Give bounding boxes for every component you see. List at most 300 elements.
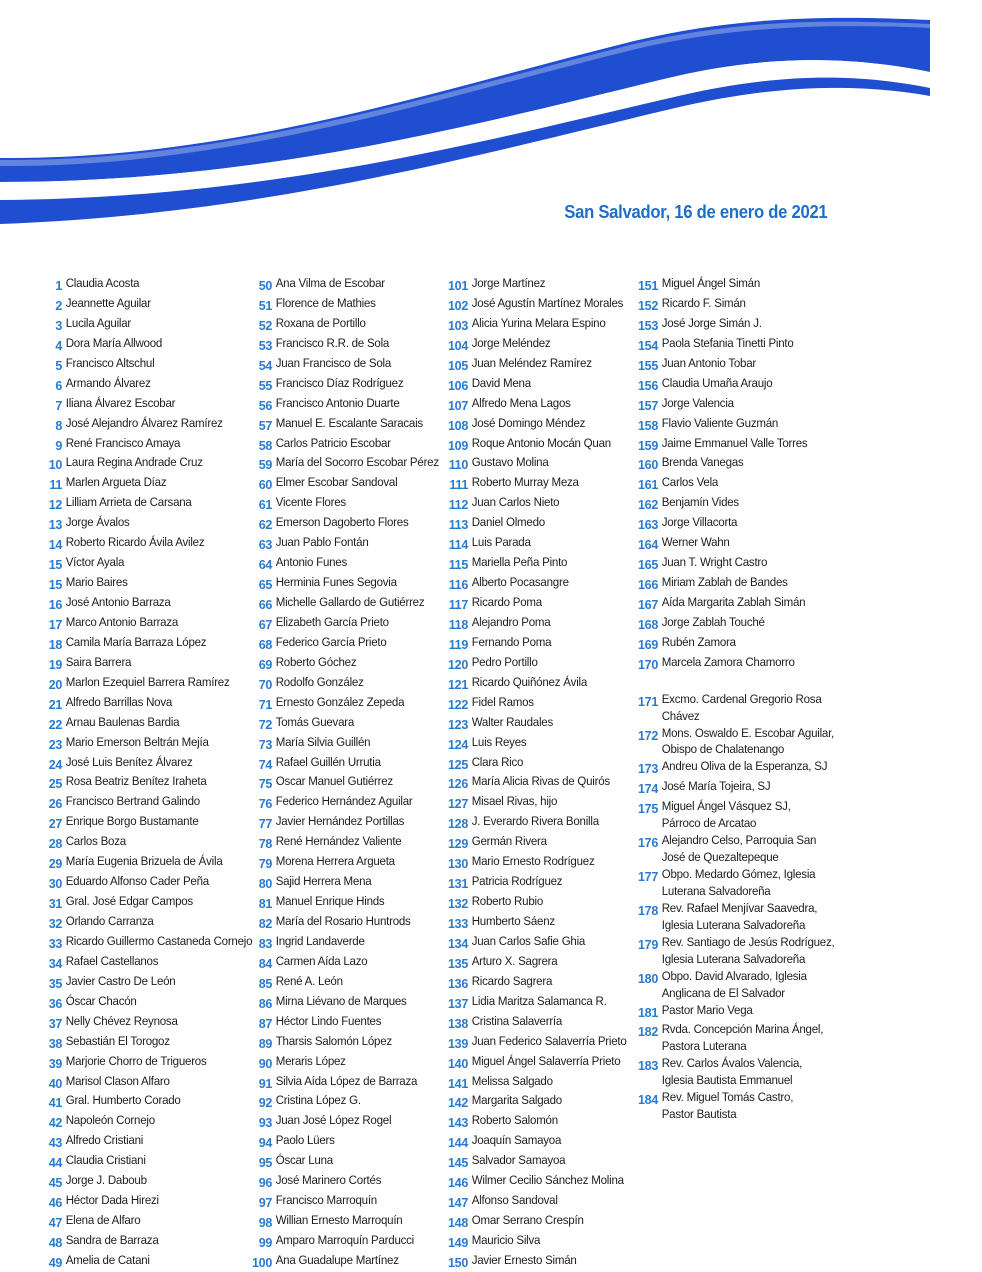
- signatory-entry: [438, 634, 639, 654]
- signatory-number: 117: [448, 598, 468, 612]
- signatory-number: 156: [638, 378, 658, 393]
- signatory-entry: [30, 694, 267, 714]
- signatory-entry: [438, 1212, 639, 1232]
- signatory-number: 154: [638, 338, 658, 353]
- signatory-number: 122: [448, 697, 468, 712]
- signatory-number: 7: [55, 398, 62, 413]
- signatory-number: 127: [448, 797, 468, 812]
- signatory-entry: [438, 913, 639, 933]
- signatory-name: Florence de Mathies: [275, 295, 376, 310]
- signatory-number: 57: [258, 418, 272, 433]
- signatory-name: Francisco Marroquín: [275, 1193, 377, 1208]
- signatory-number: 175: [638, 802, 658, 817]
- signatory-entry: [240, 1033, 451, 1053]
- signatory-name: Clara Rico: [471, 754, 524, 769]
- signatory-entry: [240, 1252, 451, 1272]
- signatory-entry: [240, 594, 451, 614]
- signatory-name: Alejandro Poma: [471, 614, 551, 629]
- signatory-number: 43: [48, 1136, 62, 1151]
- signatory-entry: [438, 1152, 639, 1172]
- signatory-entry: [438, 1033, 639, 1053]
- signatory-entry: [626, 375, 848, 395]
- signatory-entry: [626, 315, 848, 335]
- signatory-name: Misael Rivas, hijo: [471, 794, 558, 809]
- signatory-entry: [30, 714, 267, 734]
- signatory-name: René Francisco Amaya: [65, 435, 181, 450]
- signatory-name: Humberto Sáenz: [471, 914, 555, 928]
- signatory-name: Francisco Díaz Rodríguez: [275, 375, 404, 390]
- signatory-number: 75: [258, 777, 272, 792]
- signatory-entry: [438, 953, 639, 973]
- signatory-entry: [30, 734, 267, 754]
- signatory-entry: [240, 275, 451, 295]
- signatory-entry: [30, 1192, 267, 1212]
- signatory-number: 148: [448, 1216, 468, 1231]
- signatory-name: Andreu Oliva de la Esperanza, SJ: [661, 759, 828, 774]
- signatory-name: Rev. Rafael Menjívar Saavedra, Iglesia Luterana Salvadoreña: [661, 900, 818, 932]
- signatory-entry: [30, 275, 267, 295]
- signatory-number: 102: [448, 298, 468, 313]
- signatory-number: 36: [48, 996, 62, 1011]
- signatory-name: J. Everardo Rivera Bonilla: [471, 814, 599, 829]
- signatory-name: Claudia Acosta: [65, 276, 140, 290]
- signatory-entry: [438, 714, 639, 734]
- signatory-entry: [240, 1092, 451, 1112]
- signatory-name: Carlos Boza: [65, 834, 126, 849]
- signatory-number: 115: [448, 558, 468, 573]
- signatory-entry: [30, 1172, 267, 1192]
- signatory-name: Gral. Humberto Corado: [65, 1093, 181, 1108]
- signatory-name: Ana Vilma de Escobar: [275, 276, 385, 290]
- signatory-name: Camila María Barraza López: [65, 634, 207, 649]
- signatory-number: 100: [252, 1255, 272, 1270]
- signatory-entry: [240, 953, 451, 973]
- signatory-entry: [30, 395, 267, 415]
- signatory-entry: [30, 1092, 267, 1112]
- signatory-name: Arturo X. Sagrera: [471, 953, 558, 968]
- signatory-entry: [240, 474, 451, 494]
- signatory-name: Alejandro Celso, Parroquia San José de Quezaltepeque: [661, 833, 817, 865]
- signatory-name: Mauricio Silva: [471, 1233, 541, 1247]
- signatory-name: Federico García Prieto: [275, 634, 387, 649]
- signatory-number: 18: [48, 637, 62, 652]
- signatory-number: 77: [258, 817, 272, 832]
- signatory-number: 180: [638, 971, 658, 986]
- signatory-entry: [438, 833, 639, 853]
- signatory-number: 113: [448, 518, 468, 533]
- signatory-number: 56: [258, 398, 272, 413]
- signatory-name: Roque Antonio Mocán Quan: [471, 435, 611, 450]
- signatory-entry: [626, 691, 848, 725]
- signatory-name: Armando Álvarez: [65, 375, 151, 390]
- signatory-number: 82: [258, 917, 272, 931]
- signatory-name: Miriam Zablah de Bandes: [661, 575, 788, 590]
- signatory-entry: [240, 873, 451, 893]
- signatory-entry: [30, 554, 267, 574]
- signatory-number: 157: [638, 398, 658, 413]
- signatory-entry: [626, 1021, 848, 1055]
- signatory-name: Claudia Cristiani: [65, 1153, 146, 1168]
- signatory-name: Laura Regina Andrade Cruz: [65, 455, 203, 470]
- signatory-entry: [626, 494, 848, 514]
- signatory-name: Ana Guadalupe Martínez: [275, 1252, 399, 1267]
- signatory-entry: [30, 773, 267, 793]
- signatory-entry: [240, 933, 451, 953]
- signatory-number: 5: [55, 358, 62, 373]
- signatory-name: Juan Antonio Tobar: [661, 355, 756, 370]
- signatory-number: 114: [448, 538, 468, 553]
- signatory-name: Arnau Baulenas Bardia: [65, 714, 180, 729]
- signatory-number: 72: [258, 717, 272, 732]
- signatory-entry: [240, 1112, 451, 1132]
- signatory-entry: [438, 873, 639, 893]
- signatory-number: 128: [448, 817, 468, 832]
- signatory-name: René Hernández Valiente: [275, 834, 402, 849]
- signatory-name: José Jorge Simán J.: [661, 315, 762, 330]
- signatory-name: Alfonso Sandoval: [471, 1193, 558, 1208]
- signatory-entry: [240, 754, 451, 774]
- signatory-entry: [626, 335, 848, 355]
- signatory-entry: [240, 315, 451, 335]
- signatory-entry: [626, 574, 848, 594]
- signatory-entry: [30, 474, 267, 494]
- signatory-entry: [240, 674, 451, 694]
- signatory-number: 59: [258, 458, 272, 473]
- signatory-entry: [240, 375, 451, 395]
- signatory-number: 97: [258, 1196, 272, 1211]
- signatory-entry: [30, 454, 267, 474]
- signatory-name: Fernando Poma: [471, 634, 552, 649]
- signatory-number: 14: [48, 538, 62, 553]
- signatory-name: Willian Ernesto Marroquín: [275, 1213, 403, 1228]
- signatory-number: 64: [258, 558, 272, 573]
- signatory-name: Sajid Herrera Mena: [275, 874, 372, 889]
- signatory-name: José Domingo Méndez: [471, 415, 586, 430]
- signatory-number: 4: [55, 338, 62, 353]
- signatory-name: Napoleón Cornejo: [65, 1113, 155, 1128]
- signatory-number: 3: [55, 318, 62, 333]
- signatory-entry: [438, 1112, 639, 1132]
- signatory-entry: [240, 853, 451, 873]
- signatory-name: Rodolfo González: [275, 674, 364, 689]
- signatory-name: Walter Raudales: [471, 714, 553, 729]
- signatory-number: 47: [48, 1216, 62, 1231]
- signatory-entry: [438, 993, 639, 1013]
- signatory-number: 44: [48, 1156, 62, 1171]
- signatory-number: 159: [638, 438, 658, 453]
- signatory-name: Lilliam Arrieta de Carsana: [65, 495, 192, 510]
- signatory-entry: [240, 1013, 451, 1033]
- signatory-number: 40: [48, 1076, 62, 1091]
- signatory-name: Claudia Umaña Araujo: [661, 375, 773, 390]
- signatory-name: Tharsis Salomón López: [275, 1033, 392, 1048]
- signatory-name: Rev. Carlos Ávalos Valencia, Iglesia Bautista Emmanuel: [661, 1056, 803, 1088]
- signatory-number: 87: [258, 1016, 272, 1031]
- signatory-number: 63: [258, 538, 272, 553]
- signatory-number: 2: [55, 298, 62, 313]
- signatory-number: 42: [48, 1116, 62, 1131]
- signatory-name: José Luis Benítez Álvarez: [65, 754, 193, 769]
- signatory-entry: [240, 1192, 451, 1212]
- signatory-number: 8: [55, 418, 62, 433]
- signatory-name: Saira Barrera: [65, 654, 132, 669]
- signatory-name: Ricardo Poma: [471, 595, 542, 609]
- signatory-number: 107: [448, 398, 468, 413]
- signatory-name: Ernesto González Zepeda: [275, 694, 405, 709]
- signatory-entry: [438, 654, 639, 674]
- signatory-number: 174: [638, 782, 658, 797]
- signatory-name: Omar Serrano Crespín: [471, 1213, 584, 1228]
- signatory-name: Cristina López G.: [275, 1093, 361, 1108]
- signatory-name: Elena de Alfaro: [65, 1213, 141, 1228]
- signatory-entry: [30, 674, 267, 694]
- signatory-entry: [626, 832, 848, 866]
- signatory-entry: [30, 1112, 267, 1132]
- signatory-name: Federico Hernández Aguilar: [275, 794, 413, 809]
- signatory-name: Jeannette Aguilar: [65, 295, 151, 310]
- signatory-number: 33: [48, 936, 62, 951]
- signatory-number: 183: [638, 1059, 658, 1074]
- signatory-entry: [240, 574, 451, 594]
- signatory-number: 158: [638, 418, 658, 433]
- signatory-name: David Mena: [471, 375, 531, 390]
- signatory-entry: [438, 494, 639, 514]
- signatory-entry: [626, 594, 848, 614]
- signatory-number: 146: [448, 1176, 468, 1191]
- signatory-name: Ricardo F. Simán: [661, 295, 746, 310]
- signatory-name: José María Tojeira, SJ: [661, 779, 771, 794]
- signatory-number: 105: [448, 358, 468, 373]
- signatory-name: Gustavo Molina: [471, 455, 549, 470]
- signatories-column-4: [626, 275, 848, 1123]
- signatory-number: 109: [448, 438, 468, 453]
- signatory-name: Marjorie Chorro de Trigueros: [65, 1053, 207, 1068]
- signatory-entry: [626, 778, 848, 798]
- signatory-name: Lidia Maritza Salamanca R.: [471, 993, 607, 1008]
- signatory-number: 95: [258, 1156, 272, 1171]
- signatory-name: Marlon Ezequiel Barrera Ramírez: [65, 674, 230, 689]
- signatory-entry: [626, 1002, 848, 1022]
- signatory-number: 130: [448, 857, 468, 872]
- signatory-name: Rev. Santiago de Jesús Rodríguez, Iglesia Luterana Salvadoreña: [661, 934, 835, 966]
- signatory-number: 25: [48, 777, 62, 792]
- signatory-name: Alberto Pocasangre: [471, 575, 569, 590]
- signatory-name: Miguel Ángel Simán: [661, 276, 761, 290]
- signatory-entry: [438, 754, 639, 774]
- signatory-name: Oscar Manuel Gutiérrez: [275, 774, 393, 789]
- signatory-name: Víctor Ayala: [65, 555, 125, 570]
- signatory-number: 93: [258, 1116, 272, 1131]
- signatory-entry: [438, 1053, 639, 1073]
- signatory-number: 110: [448, 458, 468, 473]
- signatory-number: 78: [258, 837, 272, 852]
- signatory-entry: [438, 1092, 639, 1112]
- signatory-number: 71: [258, 697, 272, 712]
- signatory-name: José Marinero Cortés: [275, 1173, 382, 1188]
- signatories-column-2: [240, 275, 451, 1272]
- signatory-number: 51: [258, 298, 272, 313]
- signatory-name: María Alicia Rivas de Quirós: [471, 774, 610, 789]
- signatory-number: 170: [638, 657, 658, 672]
- signatory-entry: [626, 758, 848, 778]
- signatory-entry: [438, 355, 639, 375]
- signatory-number: 120: [448, 657, 468, 672]
- signatory-entry: [240, 993, 451, 1013]
- signatory-name: Vicente Flores: [275, 495, 346, 510]
- signatory-entry: [30, 933, 267, 953]
- signatory-number: 11: [49, 478, 62, 493]
- signatory-number: 184: [638, 1093, 658, 1108]
- signatory-entry: [30, 355, 267, 375]
- signatory-name: Luis Reyes: [471, 734, 527, 749]
- signatory-number: 149: [448, 1236, 468, 1250]
- signatory-number: 22: [48, 717, 62, 732]
- signatory-entry: [240, 1053, 451, 1073]
- signatory-entry: [240, 395, 451, 415]
- signatory-name: Werner Wahn: [661, 535, 730, 550]
- signatory-number: 152: [638, 298, 658, 313]
- signatory-name: Obpo. Medardo Gómez, Iglesia Luterana Salvadoreña: [661, 867, 816, 898]
- signatory-number: 139: [448, 1036, 468, 1051]
- signatory-number: 53: [258, 338, 272, 353]
- signatory-name: Cristina Salaverría: [471, 1013, 563, 1028]
- signatory-number: 124: [448, 737, 468, 752]
- signatory-number: 121: [448, 677, 468, 692]
- signatory-name: Jorge Villacorta: [661, 515, 738, 530]
- signatory-name: Paola Stefania Tinetti Pinto: [661, 335, 794, 350]
- signatory-number: 67: [258, 617, 272, 632]
- signatory-name: Rafael Guillén Urrutia: [275, 754, 381, 769]
- signatory-name: Mario Emerson Beltrán Mejía: [65, 734, 209, 749]
- signatory-entry: [240, 1172, 451, 1192]
- signatory-name: Alfredo Cristiani: [65, 1133, 144, 1148]
- signatory-number: 143: [448, 1116, 468, 1131]
- signatory-entry: [240, 973, 451, 993]
- signatory-number: 119: [448, 637, 468, 652]
- signatory-number: 176: [638, 836, 658, 851]
- signatory-entry: [30, 574, 267, 594]
- signatory-name: Salvador Samayoa: [471, 1153, 566, 1168]
- signatory-name: Rafael Castellanos: [65, 953, 159, 968]
- signatory-entry: [240, 1132, 451, 1152]
- signatory-name: Sandra de Barraza: [65, 1233, 159, 1247]
- signatory-number: 61: [258, 498, 272, 513]
- signatory-name: Francisco Altschul: [65, 355, 155, 370]
- signatory-name: Nelly Chévez Reynosa: [65, 1013, 178, 1028]
- signatory-number: 46: [48, 1196, 62, 1211]
- signatory-name: Eduardo Alfonso Cader Peña: [65, 874, 209, 889]
- signatory-number: 85: [258, 976, 272, 991]
- signatory-name: Mariella Peña Pinto: [471, 555, 568, 570]
- signatory-name: Juan Francisco de Sola: [275, 355, 392, 370]
- signatory-entry: [240, 614, 451, 634]
- signatory-entry: [438, 853, 639, 873]
- signatory-number: 161: [638, 478, 658, 493]
- signatory-number: 65: [258, 578, 272, 593]
- signatory-name: Marisol Clason Alfaro: [65, 1073, 170, 1088]
- signatory-number: 179: [638, 937, 658, 952]
- signatory-name: Óscar Chacón: [65, 993, 137, 1008]
- signatory-number: 171: [638, 694, 658, 709]
- signatory-name: Pastor Mario Vega: [661, 1002, 753, 1017]
- date-heading: San Salvador, 16 de enero de 2021: [563, 201, 827, 222]
- signatory-entry: [438, 1192, 639, 1212]
- signatory-number: 1: [55, 279, 62, 293]
- signatory-name: Jorge Ávalos: [65, 515, 130, 530]
- signatory-number: 13: [48, 518, 62, 533]
- signatory-name: Jorge Meléndez: [471, 335, 551, 350]
- signatory-number: 15: [48, 558, 62, 573]
- signatory-entry: [438, 1132, 639, 1152]
- signatory-entry: [240, 913, 451, 933]
- signatory-entry: [30, 993, 267, 1013]
- signatory-name: José Alejandro Álvarez Ramírez: [65, 415, 223, 430]
- signatory-name: Amparo Marroquín Parducci: [275, 1233, 415, 1247]
- signatory-name: Francisco R.R. de Sola: [275, 335, 390, 350]
- signatory-entry: [438, 554, 639, 574]
- signatory-number: 35: [48, 976, 62, 991]
- signatory-number: 125: [448, 757, 468, 772]
- signatory-entry: [30, 1033, 267, 1053]
- signatory-number: 150: [448, 1255, 468, 1270]
- signatory-name: Rvda. Concepción Marina Ángel, Pastora Luterana: [661, 1022, 824, 1054]
- signatory-entry: [438, 933, 639, 953]
- signatory-number: 83: [258, 936, 272, 951]
- signatory-name: René A. León: [275, 973, 343, 988]
- signatory-number: 101: [448, 279, 468, 293]
- signatory-entry: [30, 913, 267, 933]
- signatory-entry: [626, 1089, 848, 1123]
- signatories-column-3: [438, 275, 639, 1272]
- signatory-number: 21: [48, 697, 62, 712]
- signatory-number: 172: [638, 728, 658, 743]
- signatory-number: 58: [258, 438, 272, 453]
- signatory-name: Marlen Argueta Díaz: [65, 475, 167, 490]
- signatory-entry: [30, 315, 267, 335]
- signatory-entry: [240, 494, 451, 514]
- signatory-number: 137: [448, 996, 468, 1011]
- signatory-number: 15: [48, 578, 62, 593]
- signatory-name: Mario Baires: [65, 575, 128, 590]
- signatory-entry: [438, 813, 639, 833]
- signatory-name: Brenda Vanegas: [661, 455, 744, 470]
- signatory-entry: [626, 900, 848, 934]
- signatory-name: Francisco Antonio Duarte: [275, 395, 400, 410]
- signatory-number: 84: [258, 956, 272, 971]
- signatory-name: Miguel Ángel Salaverría Prieto: [471, 1053, 621, 1068]
- signatory-entry: [240, 534, 451, 554]
- signatory-entry: [30, 833, 267, 853]
- signatory-name: Rev. Miguel Tomás Castro, Pastor Bautista: [661, 1090, 794, 1122]
- signatory-name: Juan T. Wright Castro: [661, 555, 768, 570]
- signatory-entry: [626, 355, 848, 375]
- signatory-number: 118: [448, 617, 468, 632]
- signatory-name: Wilmer Cecilio Sánchez Molina: [471, 1173, 624, 1188]
- signatory-name: Luis Parada: [471, 535, 531, 550]
- signatory-number: 52: [258, 318, 272, 333]
- signatory-name: Dora María Allwood: [65, 335, 163, 350]
- signatory-entry: [438, 315, 639, 335]
- signatory-number: 55: [258, 378, 272, 393]
- signatory-number: 27: [48, 817, 62, 832]
- signatory-entry: [438, 1172, 639, 1192]
- signatory-name: Roxana de Portillo: [275, 315, 366, 330]
- signatory-entry: [438, 1252, 639, 1272]
- signatory-number: 91: [258, 1076, 272, 1091]
- signatory-name: Morena Herrera Argueta: [275, 854, 395, 869]
- signatory-entry: [438, 734, 639, 754]
- signatory-name: Roberto Salomón: [471, 1113, 558, 1128]
